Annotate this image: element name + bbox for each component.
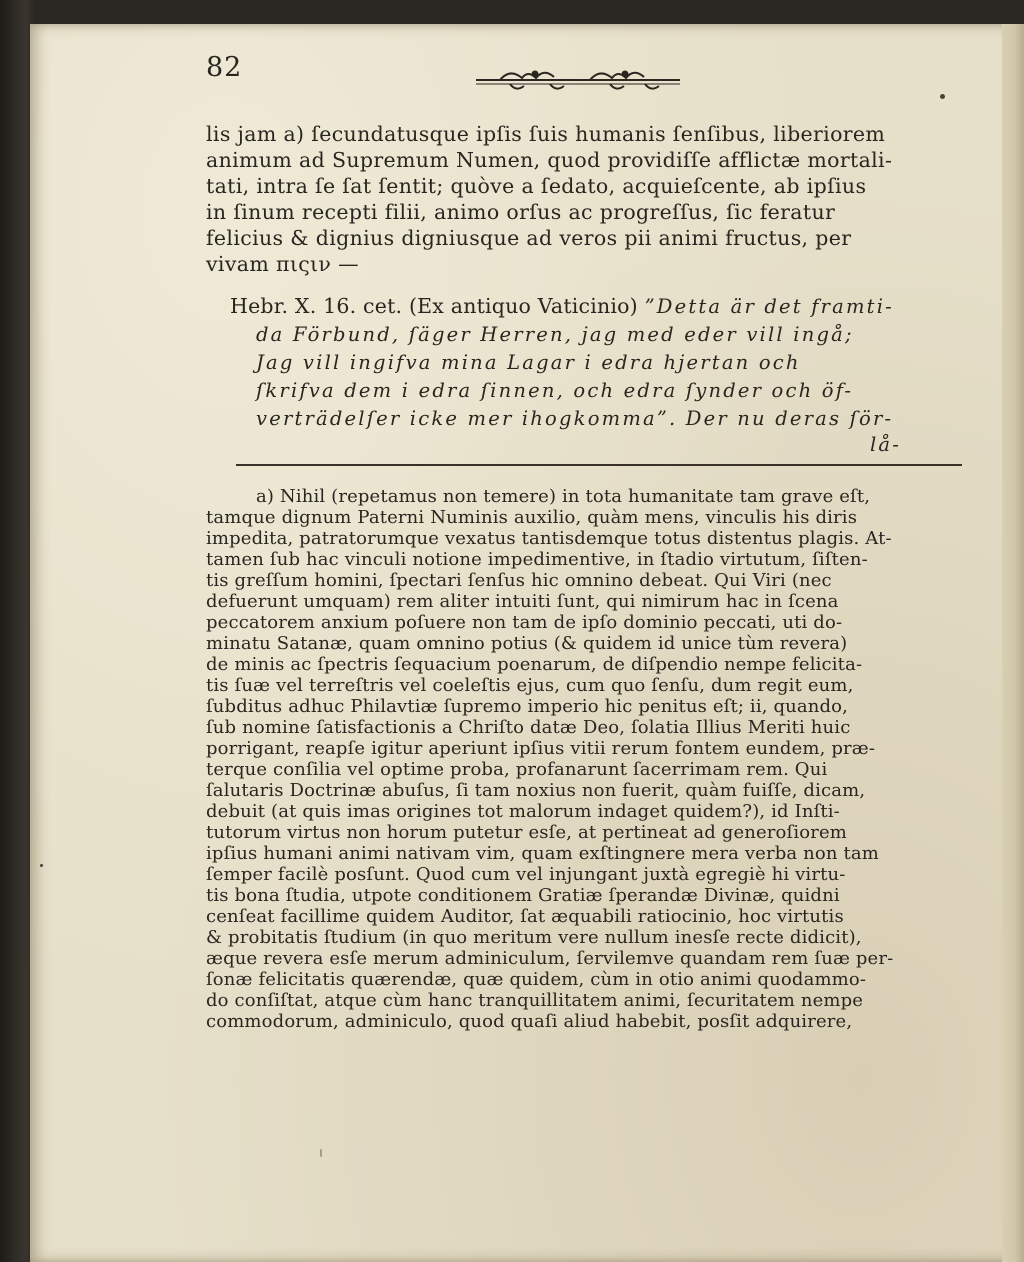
swedish-quote: ”Detta är det framti- xyxy=(644,295,894,318)
footnote-line: ipſius humani animi nativam vim, quam exſtingnere mera verba non tam xyxy=(206,843,879,864)
citation-plain: Hebr. X. 16. cet. (Ex antiquo Vaticinio) xyxy=(230,294,645,318)
swedish-quote: ſkrifva dem i edra ſinnen, och edra ſynder och öf- xyxy=(256,379,854,402)
footnote-line: commodorum, adminiculo, quod quaſi aliud habebit, posſit adquirere, xyxy=(206,1011,853,1032)
footnote-line: peccatorem anxium poſuere non tam de ipſo dominio peccati, uti do- xyxy=(206,612,843,633)
footnote-separator xyxy=(236,464,962,466)
scripture-citation-line xyxy=(230,292,950,321)
catchword: lå- xyxy=(870,433,902,456)
footnote-line: ſemper facilè posſunt. Quod cum vel injungant juxtà egregiè hi virtu- xyxy=(206,864,846,885)
swedish-quote: da Förbund, ſäger Herren, jag med eder vill ingå; xyxy=(256,323,854,346)
footnote-line: debuit (at quis imas origines tot malorum indaget quidem?), id Inſti- xyxy=(206,801,840,822)
swedish-quote: verträdelſer icke mer ihogkomma”. Der nu deras ſör- xyxy=(256,407,894,430)
footnote-line: cenſeat facillime quidem Auditor, ſat æquabili ratiocinio, hoc virtutis xyxy=(206,906,844,927)
footnote-line: æque revera esſe merum adminiculum, ſervilemve quandam rem ſuæ per- xyxy=(206,948,894,969)
next-page-edge xyxy=(1002,24,1024,1262)
footnote-line: ſalutaris Doctrinæ abuſus, ſi tam noxius non fuerit, quàm fuiſſe, dicam, xyxy=(206,780,866,801)
header-ornament-icon xyxy=(440,62,710,96)
footnote-line: minatu Satanæ, quam omnino potius (& quidem id unice tùm revera) xyxy=(206,633,848,654)
footnote-line: de minis ac ſpectris ſequacium poenarum, de diſpendio nempe felicita- xyxy=(206,654,863,675)
scripture-citation-line xyxy=(256,320,976,349)
footnote-line: ſubditus adhuc Philavtiæ ſupremo imperio hic penitus eſt; ii, quando, xyxy=(206,696,849,717)
footnote-line: tis greſſum homini, ſpectari ſenſus hic omnino debeat. Qui Viri (nec xyxy=(206,570,832,591)
footnote-line: & probitatis ſtudium (in quo meritum vere nullum inesſe recte didicit), xyxy=(206,927,862,948)
scripture-citation-line xyxy=(256,404,976,433)
body-text-line: vivam πιςιν — xyxy=(206,252,359,276)
footnote-line: tutorum virtus non horum putetur esſe, at pertineat ad generoſiorem xyxy=(206,822,848,843)
footnote-line: tamen ſub hac vinculi notione impedimentive, in ſtadio virtutum, ſiſten- xyxy=(206,549,868,570)
body-text-line: lis jam a) ſecundatusque ipſis ſuis humanis ſenſibus, liberiorem xyxy=(206,122,886,146)
page-number: 82 xyxy=(206,52,243,83)
body-text-line: animum ad Supremum Numen, quod providiſſe afflictæ mortali- xyxy=(206,148,893,172)
footnote-line: tis ſuæ vel terreſtris vel coeleſtis ejus, cum quo ſenſu, dum regit eum, xyxy=(206,675,854,696)
footnote-line: ſub nomine ſatisfactionis a Chriſto datæ Deo, ſolatia Illius Meriti huic xyxy=(206,717,851,738)
footnote-line: a) Nihil (repetamus non temere) in tota humanitate tam grave eſt, xyxy=(256,486,871,507)
footnote-line: impedita, patratorumque vexatus tantisdemque totus distentus plagis. At- xyxy=(206,528,892,549)
scripture-citation-line xyxy=(256,376,976,405)
footnote-line: porrigant, reapſe igitur aperiunt ipſius vitii rerum fontem eundem, præ- xyxy=(206,738,876,759)
footnote-line: defuerunt umquam) rem aliter intuiti ſunt, qui nimirum hac in ſcena xyxy=(206,591,839,612)
body-text-line: in ſinum recepti filii, animo orſus ac progreſſus, ſic feratur xyxy=(206,200,836,224)
book-page xyxy=(30,24,1010,1262)
footnote-line: ſonæ felicitatis quærendæ, quæ quidem, cùm in otio animi quodammo- xyxy=(206,969,867,990)
paper-speck xyxy=(40,864,43,867)
scripture-citation-line xyxy=(256,348,976,377)
body-text-line: felicius & dignius digniusque ad veros pii animi fructus, per xyxy=(206,226,852,250)
paper-speck xyxy=(940,94,945,99)
footnote-line: terque conſilia vel optime proba, profanarunt ſacerrimam rem. Qui xyxy=(206,759,828,780)
footnote-line: do conſiſtat, atque cùm hanc tranquillitatem animi, ſecuritatem nempe xyxy=(206,990,864,1011)
footnote-line: tis bona ſtudia, utpote conditionem Gratiæ ſperandæ Divinæ, quidni xyxy=(206,885,840,906)
swedish-quote: Jag vill ingifva mina Lagar i edra hjertan och xyxy=(256,351,801,374)
paper-speck xyxy=(320,1149,322,1157)
body-text-line: tati, intra ſe ſat ſentit; quòve a ſedato, acquieſcente, ab ipſius xyxy=(206,174,867,198)
footnote-line: tamque dignum Paterni Numinis auxilio, quàm mens, vinculis his diris xyxy=(206,507,858,528)
